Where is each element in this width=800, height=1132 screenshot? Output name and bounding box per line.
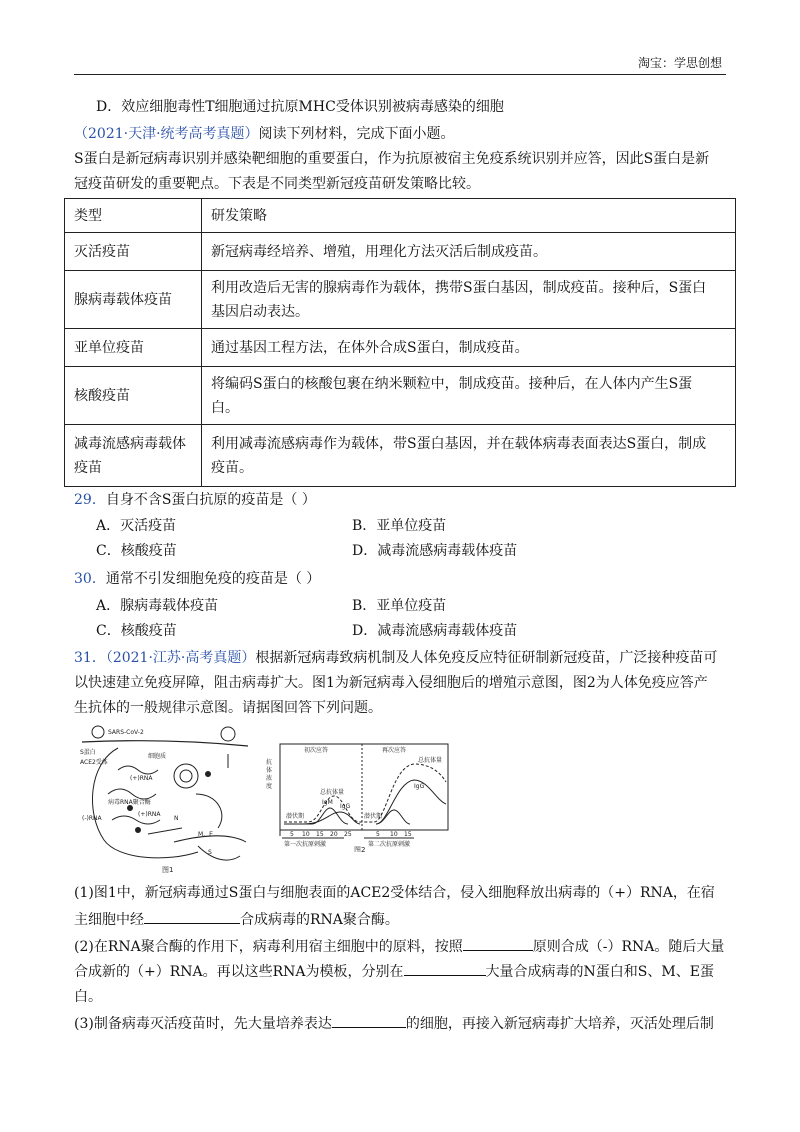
table-header-type: 类型 [65,199,202,233]
q31-text: 根据新冠病毒致病机制及人体免疫反应特征研制新冠疫苗，广泛接种疫苗可 [255,650,718,666]
ribosome-icon [205,771,211,777]
q31-source: （2021·江苏·高考真题） [105,650,256,666]
arrow-line [196,794,222,828]
q31-line1 [74,648,734,668]
cell-membrane [82,741,248,746]
fig2-axis-first: 第一次抗原刺激 [284,841,327,848]
material-paragraph-line1: S蛋白是新冠病毒识别并感染靶细胞的重要蛋白，作为抗原被宿主免疫系统识别并应答，因此S蛋白是新 [74,151,710,167]
fig2-ylabel-2: 体 [266,767,273,774]
q31-sub2-text: (2)在RNA聚合酶的作用下，病毒利用宿主细胞中的原料，按照 [74,939,463,955]
q30-option-b: B．亚单位疫苗 [352,598,447,614]
virus-particle-icon [92,726,104,738]
table-row [65,425,736,487]
figure1-virus-replication [78,724,258,874]
fig1-label-ace2: ACE2受体 [80,759,108,766]
table-header-strategy: 研发策略 [202,199,736,233]
q29-stem-text: 自身不含S蛋白抗原的疫苗是（ ） [105,492,316,508]
q31-line3: 生抗体的一般规律示意图。请据图回答下列问题。 [74,700,382,716]
fig2-tick: 20 [330,831,338,838]
q31-number: 31． [74,650,106,666]
fig2-tick: 5 [290,831,294,838]
er-membrane [198,846,240,860]
material-instruction: 阅读下列材料，完成下面小题。 [258,126,455,142]
strategy-text: 利用减毒流感病毒作为载体，带S蛋白基因，并在载体病毒表面表达S蛋白，制成 [211,435,707,452]
header-brand: 淘宝：学思创想 [637,56,722,70]
fig2-total-label: 总抗体量 [320,789,345,796]
fig2-lag1: 潜伏期 [286,813,305,820]
q30-option-d: D．减毒流感病毒载体疫苗 [352,623,518,639]
fig2-tick: 10 [390,831,398,838]
table-cell-strategy [202,329,736,367]
virus-core-icon [180,770,192,782]
virus-particle-icon [221,727,235,741]
q30-number: 30． [74,571,106,587]
strategy-text: 基因启动表达。 [211,303,309,320]
material-paragraph-line2: 冠疫苗研发的重要靶点。下表是不同类型新冠疫苗研发策略比较。 [74,176,480,192]
q31-sub2-line3: 白。 [74,989,102,1005]
igg-curve-1 [304,812,360,824]
virus-particle-icon [174,764,198,788]
q29-number: 29． [74,492,106,508]
table-cell-type [65,425,202,487]
fig1-label-cell: 细胞质 [148,753,167,760]
strategy-text: 新冠病毒经培养、增殖，用理化方法灭活后制成疫苗。 [211,243,547,260]
q30-option-c: C．核酸疫苗 [96,623,177,639]
q31-sub2-text: 大量合成病毒的N蛋白和S、M、E蛋 [485,964,714,980]
figure2-antibody-response [264,742,450,852]
q31-sub1-text: 合成病毒的RNA聚合酶。 [240,912,399,928]
table-row [65,329,736,367]
type-text: 腺病毒载体疫苗 [74,291,172,308]
q31-sub3-text: 的细胞，再接入新冠病毒扩大培养，灭活处理后制 [405,1016,714,1032]
type-text: 亚单位疫苗 [74,339,144,356]
table-cell-type [65,367,202,425]
q29-stem [74,490,734,510]
strategy-text: 利用改造后无害的腺病毒作为载体，携带S蛋白基因，制成疫苗。接种后，S蛋白 [211,279,707,296]
q31-sub3-line1 [74,1013,734,1034]
q29-option-a: A．灭活疫苗 [96,518,177,534]
material-intro [74,124,734,144]
fig2-first-response: 初次应答 [304,747,329,754]
q31-sub3-text: (3)制备病毒灭活疫苗时，先大量培养表达 [74,1016,332,1032]
q31-sub1-text: 主细胞中经 [74,912,144,928]
q31-sub1-line2 [74,909,734,930]
fig2-axis-second: 第二次抗原刺激 [368,841,411,848]
q31-sub1-line1: (1)图1中，新冠病毒通过S蛋白与细胞表面的ACE2受体结合，侵入细胞释放出病毒的（+）RNA，在宿 [74,885,715,901]
fig1-label-s: S [208,849,212,856]
q29-option-c: C．核酸疫苗 [96,543,177,559]
igg-curve-2 [376,780,446,824]
table-header-row [65,199,736,233]
fig1-label-rna-pol: 病毒RNA聚合酶 [108,799,151,806]
answer-blank-3[interactable] [404,961,486,976]
table-row [65,367,736,425]
fig2-total-label-2: 总抗体量 [418,757,443,764]
fig2-igm-label: IgM [322,799,333,806]
fig2-second-response: 再次应答 [382,747,407,754]
type-text: 疫苗 [74,459,102,476]
q29-option-d: D．减毒流感病毒载体疫苗 [352,543,518,559]
fig2-igg-label-2: IgG [414,783,425,790]
fig2-tick: 15 [404,831,412,838]
fig2-igg-label: IgG [340,803,351,810]
fig2-tick: 15 [316,831,324,838]
fig1-label-s-protein: S蛋白 [80,749,96,756]
arrow-line [148,828,182,834]
q31-sub2-line2 [74,961,734,982]
table-row [65,233,736,271]
header-divider [74,74,726,75]
fig1-label-plus-rna: (+)RNA [130,775,153,782]
q31-sub2-line1 [74,936,734,957]
fig2-tick: 5 [376,831,380,838]
fig2-tick: 10 [302,831,310,838]
q31-sub2-text: 合成新的（+）RNA。再以这些RNA为模板，分别在 [74,964,404,980]
fig1-label-virus: SARS-CoV-2 [108,729,144,736]
type-text: 灭活疫苗 [74,243,130,260]
type-text: 减毒流感病毒载体 [74,435,186,452]
rna-strand [118,766,158,774]
fig2-ylabel-1: 抗 [266,759,273,766]
table-cell-strategy [202,425,736,487]
answer-blank-1[interactable] [144,909,240,924]
answer-blank-4[interactable] [332,1013,406,1028]
strategy-text: 疫苗。 [211,459,253,476]
table-cell-strategy [202,233,736,271]
q30-option-a: A．腺病毒载体疫苗 [96,598,219,614]
vaccine-strategy-table [64,198,736,487]
fig2-ylabel-4: 度 [266,783,273,790]
table-cell-type [65,329,202,367]
fig1-label-me: M、E [198,831,213,838]
strategy-text: 将编码S蛋白的核酸包裹在纳米颗粒中，制成疫苗。接种后，在人体内产生S蛋 [211,375,693,392]
rna-strand [108,789,156,799]
fig2-lag2: 潜伏期 [364,813,383,820]
type-text: 核酸疫苗 [74,387,130,404]
q30-stem-text: 通常不引发细胞免疫的疫苗是（ ） [105,571,321,587]
q31-sub2-text: 原则合成（-）RNA。随后大量 [532,939,725,955]
fig2-tick: 25 [344,831,352,838]
table-row [65,271,736,329]
q29-option-b: B．亚单位疫苗 [352,518,447,534]
table-cell-strategy [202,271,736,329]
q31-line2: 以快速建立免疫屏障，阻击病毒扩大。图1为新冠病毒入侵细胞后的增殖示意图，图2为人体免疫应答产 [74,675,708,691]
q28-option-d: D．效应细胞毒性T细胞通过抗原MHC受体识别被病毒感染的细胞 [96,99,504,115]
ribosome-icon [135,827,141,833]
fig1-caption: 图1 [162,866,174,874]
material-source: （2021·天津·统考高考真题） [74,126,259,142]
answer-blank-2[interactable] [463,936,533,951]
fig2-caption: 图2 [354,846,366,852]
table-cell-strategy [202,367,736,425]
fig1-label-plus-rna2: (+)RNA [138,811,161,818]
fig1-label-n: N [174,815,179,822]
q30-stem [74,569,734,589]
strategy-text: 通过基因工程方法，在体外合成S蛋白，制成疫苗。 [211,339,529,356]
fig1-label-minus-rna: (-)RNA [82,815,102,822]
fig2-ylabel-3: 浓 [266,775,273,782]
strategy-text: 白。 [211,399,239,416]
table-cell-type [65,271,202,329]
table-cell-type [65,233,202,271]
